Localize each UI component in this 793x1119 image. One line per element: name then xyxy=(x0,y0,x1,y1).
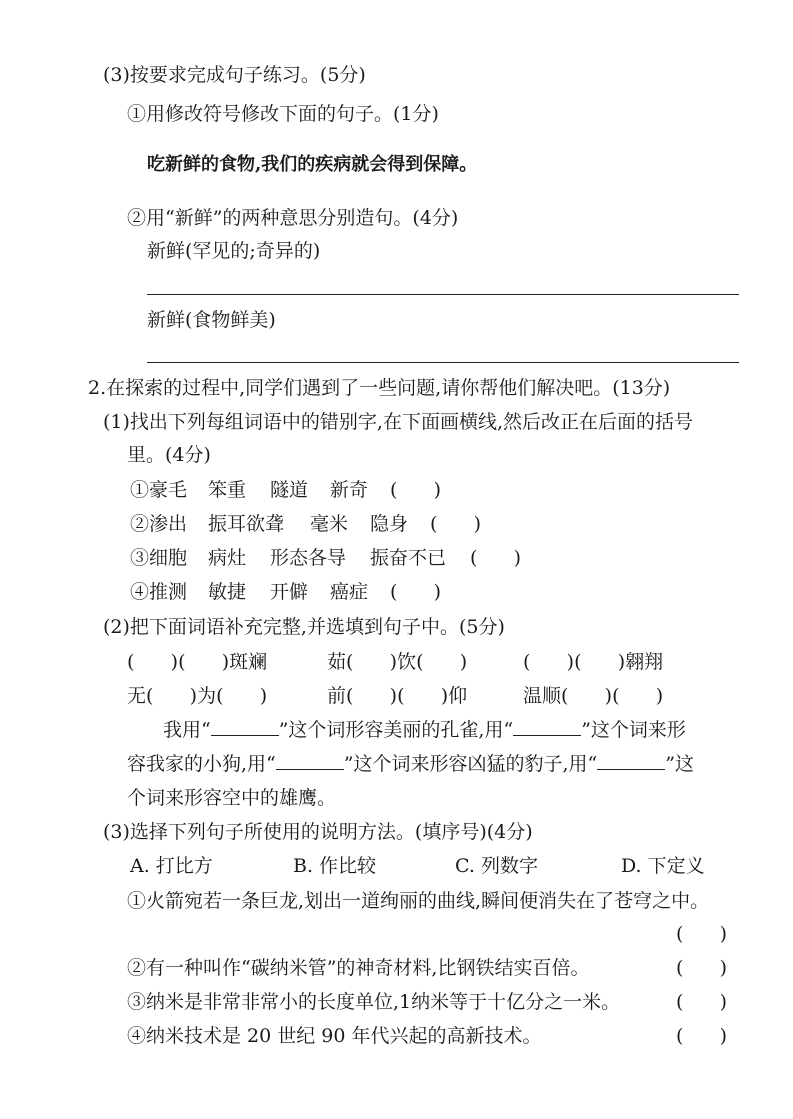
word: ④推测 xyxy=(130,581,188,603)
word-group-2 xyxy=(130,511,481,537)
answer-paren-1[interactable]: ( ) xyxy=(676,923,728,945)
word-group-4 xyxy=(130,579,441,605)
part-1-heading-line1: (1)找出下列每组词语中的错别字,在下面画横线,然后改正在后面的括号 xyxy=(103,411,693,433)
text: ”这个词来形 xyxy=(581,719,686,741)
text: ”这 xyxy=(665,753,694,775)
fill-row-1 xyxy=(127,649,663,675)
idiom-fill[interactable]: ( )( )斑斓 xyxy=(127,651,268,673)
word: 形态各导 xyxy=(270,547,347,569)
text: 容我家的小狗,用“ xyxy=(127,753,276,775)
word: 开僻 xyxy=(270,581,309,603)
answer-paren-2[interactable]: ( ) xyxy=(676,957,728,979)
word: 振奋不已 xyxy=(370,547,447,569)
answer-line-2[interactable] xyxy=(147,362,739,363)
word: 隧道 xyxy=(270,479,309,501)
word: ③细胞 xyxy=(130,547,188,569)
text: ”这个词形容美丽的孔雀,用“ xyxy=(278,719,514,741)
meaning-1-label: 新鲜(罕见的;奇异的) xyxy=(147,240,321,262)
option-a: A. 打比方 xyxy=(130,855,213,877)
option-d: D. 下定义 xyxy=(621,855,705,877)
blank-2[interactable] xyxy=(513,717,581,736)
answer-paren-3[interactable]: ( ) xyxy=(676,991,728,1013)
subquestion-1: ①用修改符号修改下面的句子。(1分) xyxy=(127,103,439,125)
statement-2: ②有一种叫作“碳纳米管”的神奇材料,比钢铁结实百倍。 xyxy=(127,957,590,979)
section-3-heading: (3)按要求完成句子练习。(5分) xyxy=(103,64,366,86)
fill-paragraph-line2 xyxy=(127,751,694,777)
idiom-fill[interactable]: ( )( )翱翔 xyxy=(523,651,664,673)
answer-paren-4[interactable]: ( ) xyxy=(676,1025,728,1047)
word: ①豪毛 xyxy=(130,479,188,501)
question-2-heading: 2.在探索的过程中,同学们遇到了一些问题,请你帮他们解决吧。(13分) xyxy=(88,377,671,399)
word: ②渗出 xyxy=(130,513,188,535)
word: 病灶 xyxy=(208,547,247,569)
fill-paragraph-line3: 个词来形容空中的雄鹰。 xyxy=(127,787,337,809)
option-c: C. 列数字 xyxy=(455,855,538,877)
sentence-to-correct: 吃新鲜的食物,我们的疾病就会得到保障。 xyxy=(147,154,478,175)
idiom-fill[interactable]: 温顺( )( ) xyxy=(523,685,664,707)
text: 我用“ xyxy=(163,719,211,741)
statement-1: ①火箭宛若一条巨龙,划出一道绚丽的曲线,瞬间便消失在了苍穹之中。 xyxy=(127,890,710,912)
idiom-fill[interactable]: 茹( )饮( ) xyxy=(327,651,468,673)
word-group-3 xyxy=(130,545,521,571)
word: 癌症 xyxy=(330,581,369,603)
text: ”这个词来形容凶猛的豹子,用“ xyxy=(343,753,598,775)
part-2-heading: (2)把下面词语补充完整,并选填到句子中。(5分) xyxy=(103,616,505,638)
options-row xyxy=(130,853,705,879)
blank-1[interactable] xyxy=(211,717,279,736)
answer-line-1[interactable] xyxy=(147,294,739,295)
subquestion-2: ②用“新鲜”的两种意思分别造句。(4分) xyxy=(127,207,459,229)
word: 新奇 xyxy=(330,479,369,501)
answer-paren[interactable]: ( ) xyxy=(390,581,442,603)
blank-3[interactable] xyxy=(276,751,344,770)
answer-paren[interactable]: ( ) xyxy=(470,547,522,569)
idiom-fill[interactable]: 无( )为( ) xyxy=(127,685,268,707)
meaning-2-label: 新鲜(食物鲜美) xyxy=(147,309,276,331)
word-group-1 xyxy=(130,477,441,503)
answer-paren[interactable]: ( ) xyxy=(390,479,442,501)
fill-paragraph-line1 xyxy=(163,717,686,743)
statement-4: ④纳米技术是 20 世纪 90 年代兴起的高新技术。 xyxy=(127,1025,542,1047)
word: 毫米 xyxy=(310,513,349,535)
word: 振耳欲聋 xyxy=(208,513,285,535)
word: 笨重 xyxy=(208,479,247,501)
blank-4[interactable] xyxy=(597,751,665,770)
part-1-heading-line2: 里。(4分) xyxy=(127,444,211,466)
statement-3: ③纳米是非常非常小的长度单位,1纳米等于十亿分之一米。 xyxy=(127,991,621,1013)
answer-paren[interactable]: ( ) xyxy=(430,513,482,535)
fill-row-2 xyxy=(127,683,663,709)
idiom-fill[interactable]: 前( )( )仰 xyxy=(327,685,468,707)
word: 隐身 xyxy=(370,513,409,535)
option-b: B. 作比较 xyxy=(293,855,377,877)
word: 敏捷 xyxy=(208,581,247,603)
part-3-heading: (3)选择下列句子所使用的说明方法。(填序号)(4分) xyxy=(103,821,533,843)
